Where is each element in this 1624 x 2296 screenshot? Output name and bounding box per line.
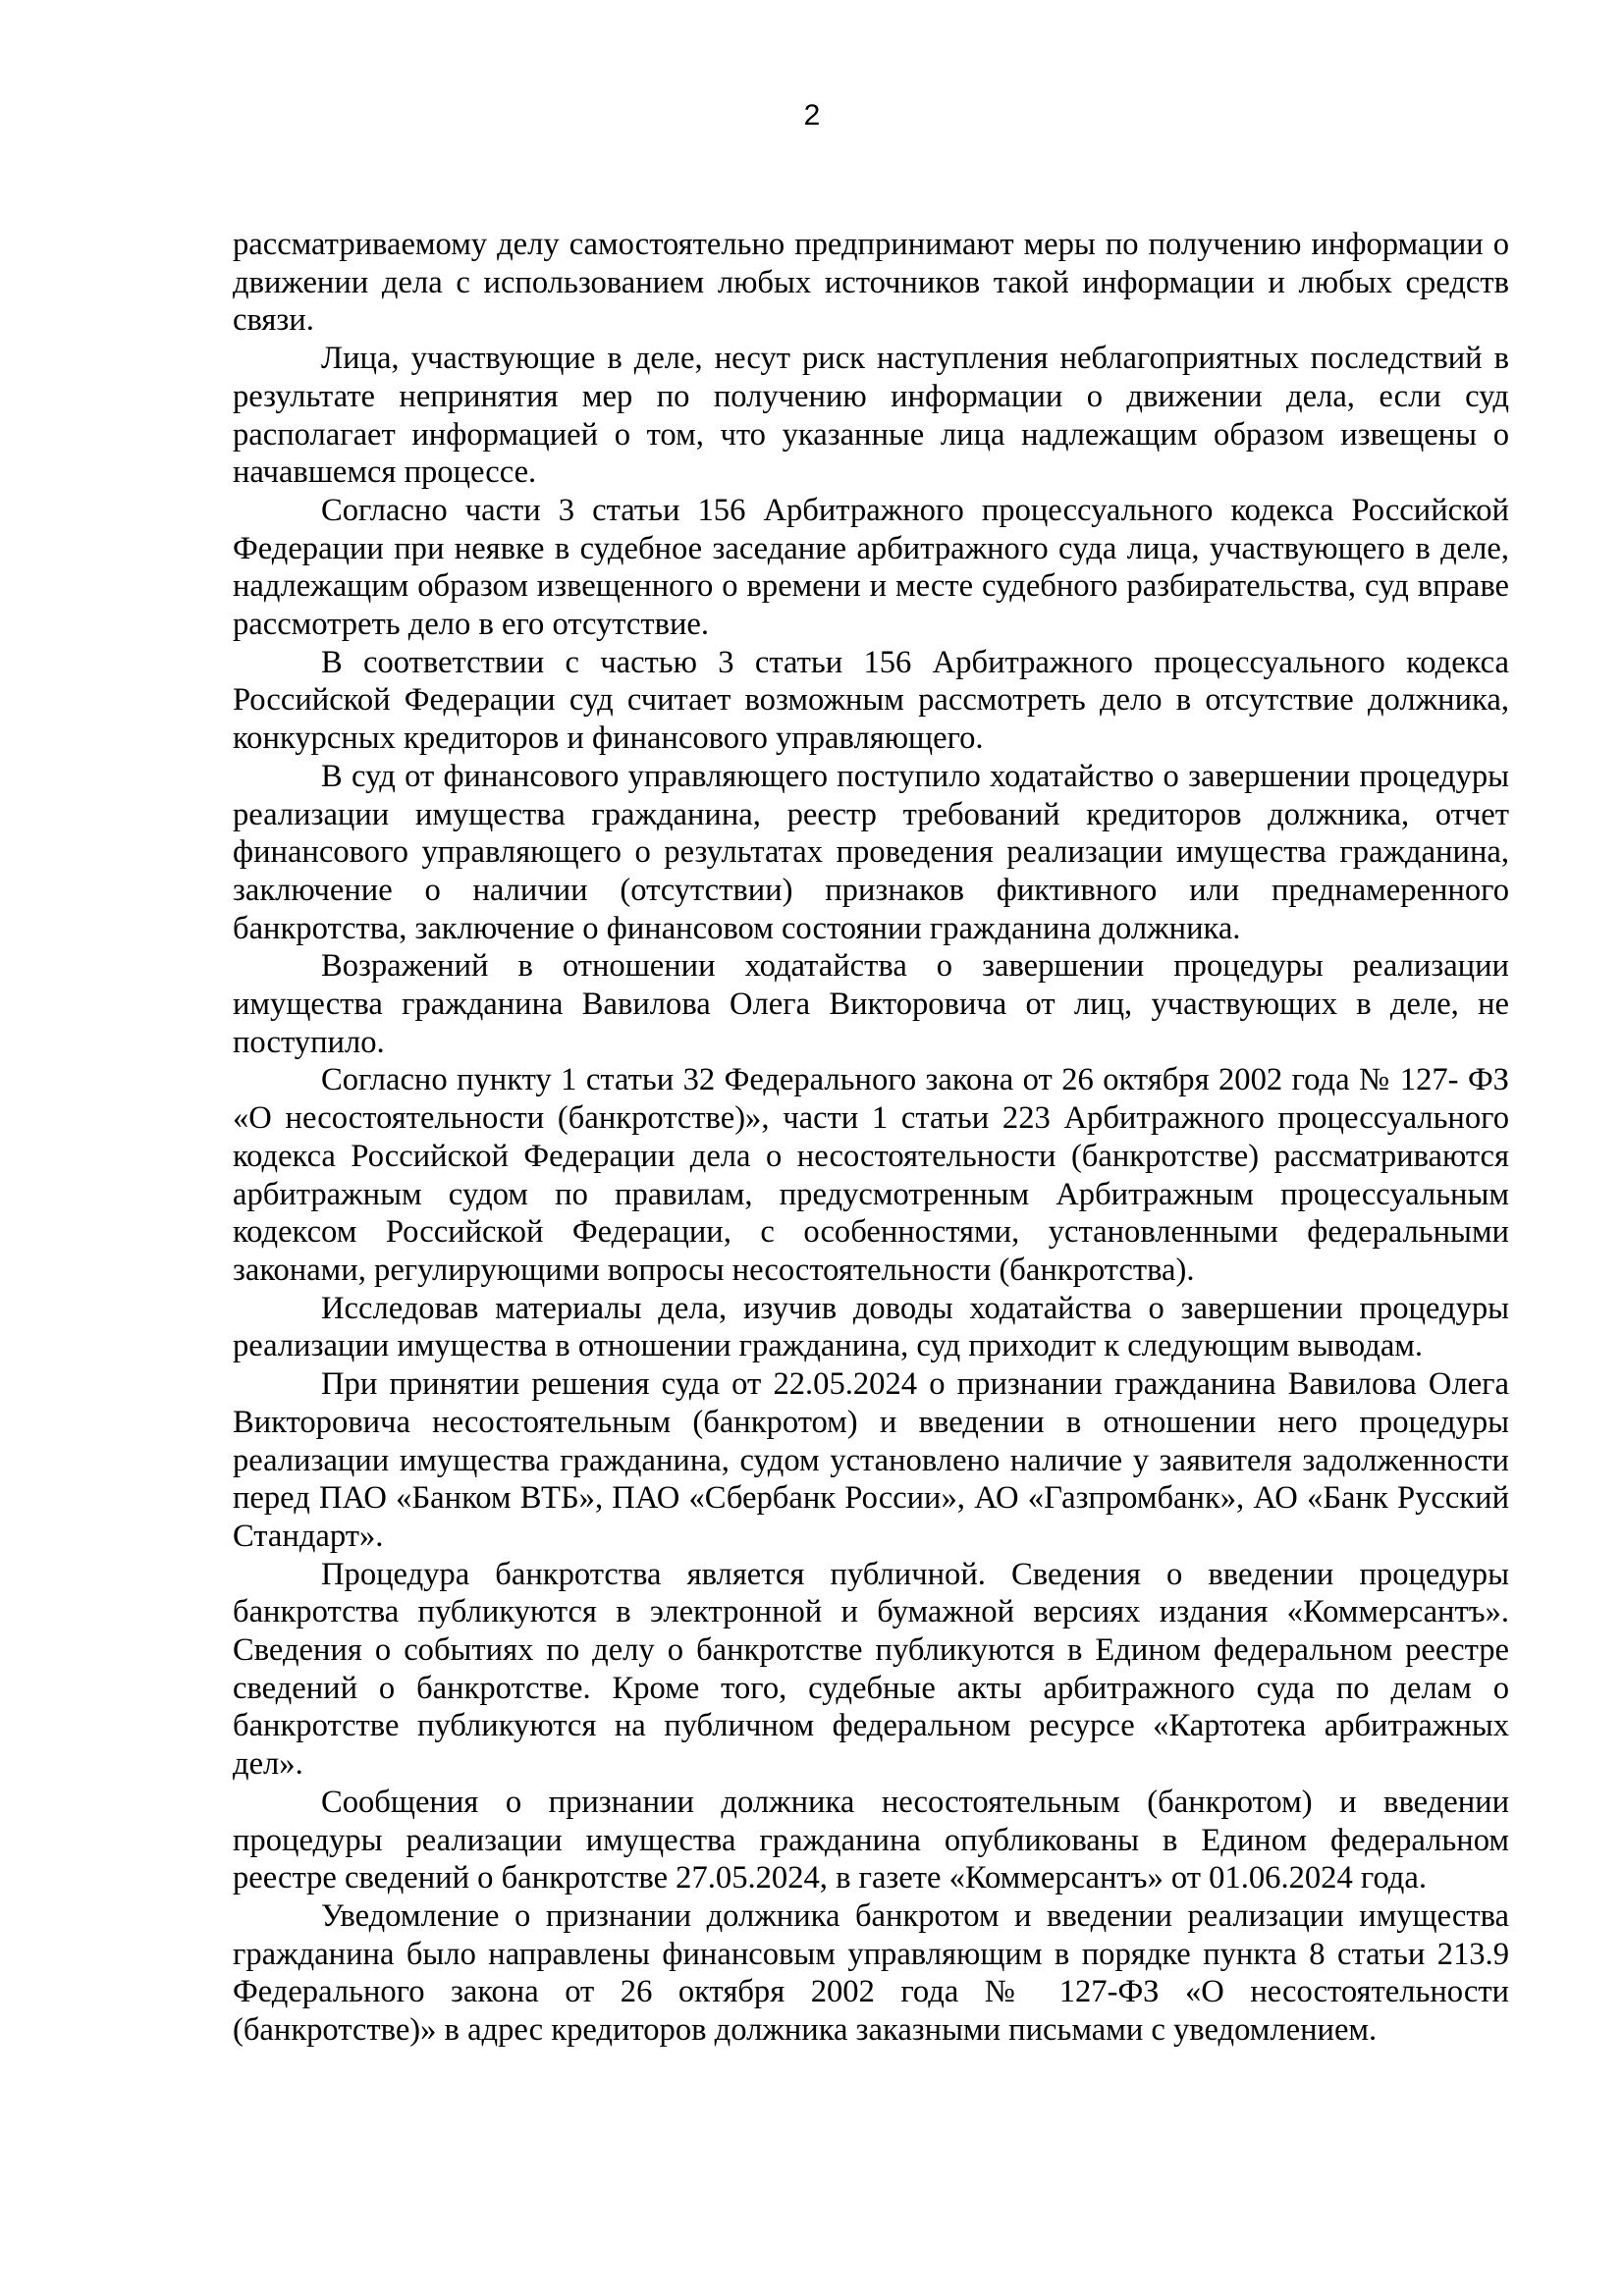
paragraph-9: При принятии решения суда от 22.05.2024 о признании гражданина Вавилова Олега Викторовича несостоятельным (банкротом) и введении в отношении него процедуры реализации имущества гражданина, судом установлено наличие у заявителя задолженности перед ПАО «Банком ВТБ», ПАО «Сбербанк России», АО «Газпромбанк», АО «Банк Русский Стандарт». — [233, 1366, 1509, 1554]
paragraph-12: Уведомление о признании должника банкротом и введении реализации имущества гражданина было направлены финансовым управляющим в порядке пункта 8 статьи 213.9 Федерального закона от 26 октября 2002 года № 127-ФЗ «О несостоятельности (банкротстве)» в адрес кредиторов должника заказными письмами с уведомлением. — [233, 1897, 1509, 2049]
paragraph-11: Сообщения о признании должника несостоятельным (банкротом) и введении процедуры реализации имущества гражданина опубликованы в Едином федеральном реестре сведений о банкротстве 27.05.2024, в газете «Коммерсантъ» от 01.06.2024 года. — [233, 1784, 1509, 1896]
paragraph-5: В суд от финансового управляющего поступило ходатайство о завершении процедуры реализации имущества гражданина, реестр требований кредиторов должника, отчет финансового управляющего о результатах проведения реализации имущества гражданина, заключение о наличии (отсутствии) признаков фиктивного или преднамеренного банкротства, заключение о финансовом состоянии гражданина должника. — [233, 758, 1509, 946]
page-number: 2 — [803, 99, 821, 132]
paragraph-10: Процедура банкротства является публичной. Сведения о введении процедуры банкротства публикуются в электронной и бумажной версиях издания «Коммерсантъ». Сведения о событиях по делу о банкротстве публикуются в Едином федеральном реестре сведений о банкротстве. Кроме того, судебные акты арбитражного суда по делам о банкротстве публикуются на публичном федеральном ресурсе «Картотека арбитражных дел». — [233, 1556, 1509, 1783]
document-body — [233, 226, 1509, 2050]
paragraph-8: Исследовав материалы дела, изучив доводы ходатайства о завершении процедуры реализации имущества в отношении гражданина, суд приходит к следующим выводам. — [233, 1290, 1509, 1364]
paragraph-1: рассматриваемому делу самостоятельно предпринимают меры по получению информации о движении дела с использованием любых источников такой информации и любых средств связи. — [233, 227, 1509, 339]
paragraph-7: Согласно пункту 1 статьи 32 Федерального закона от 26 октября 2002 года № 127- ФЗ «О несостоятельности (банкротстве)», части 1 статьи 223 Арбитражного процессуального кодекса Российской Федерации дела о несостоятельности (банкротстве) рассматриваются арбитражным судом по правилам, предусмотренным Арбитражным процессуальным кодексом Российской Федерации, с особенностями, установленными федеральными законами, регулирующими вопросы несостоятельности (банкротства). — [233, 1062, 1509, 1288]
paragraph-2: Лица, участвующие в деле, несут риск наступления неблагоприятных последствий в результате непринятия мер по получению информации о движении дела, если суд располагает информацией о том, что указанные лица надлежащим образом извещены о начавшемся процессе. — [233, 341, 1509, 491]
paragraph-3: Согласно части 3 статьи 156 Арбитражного процессуального кодекса Российской Федерации при неявке в судебное заседание арбитражного суда лица, участвующего в деле, надлежащим образом извещенного о времени и месте судебного разбирательства, суд вправе рассмотреть дело в его отсутствие. — [233, 492, 1509, 643]
paragraph-4: В соответствии с частью 3 статьи 156 Арбитражного процессуального кодекса Российской Федерации суд считает возможным рассмотреть дело в отсутствие должника, конкурсных кредиторов и финансового управляющего. — [233, 644, 1509, 757]
paragraph-6: Возражений в отношении ходатайства о завершении процедуры реализации имущества гражданина Вавилова Олега Викторовича от лиц, участвующих в деле, не поступило. — [233, 948, 1509, 1060]
